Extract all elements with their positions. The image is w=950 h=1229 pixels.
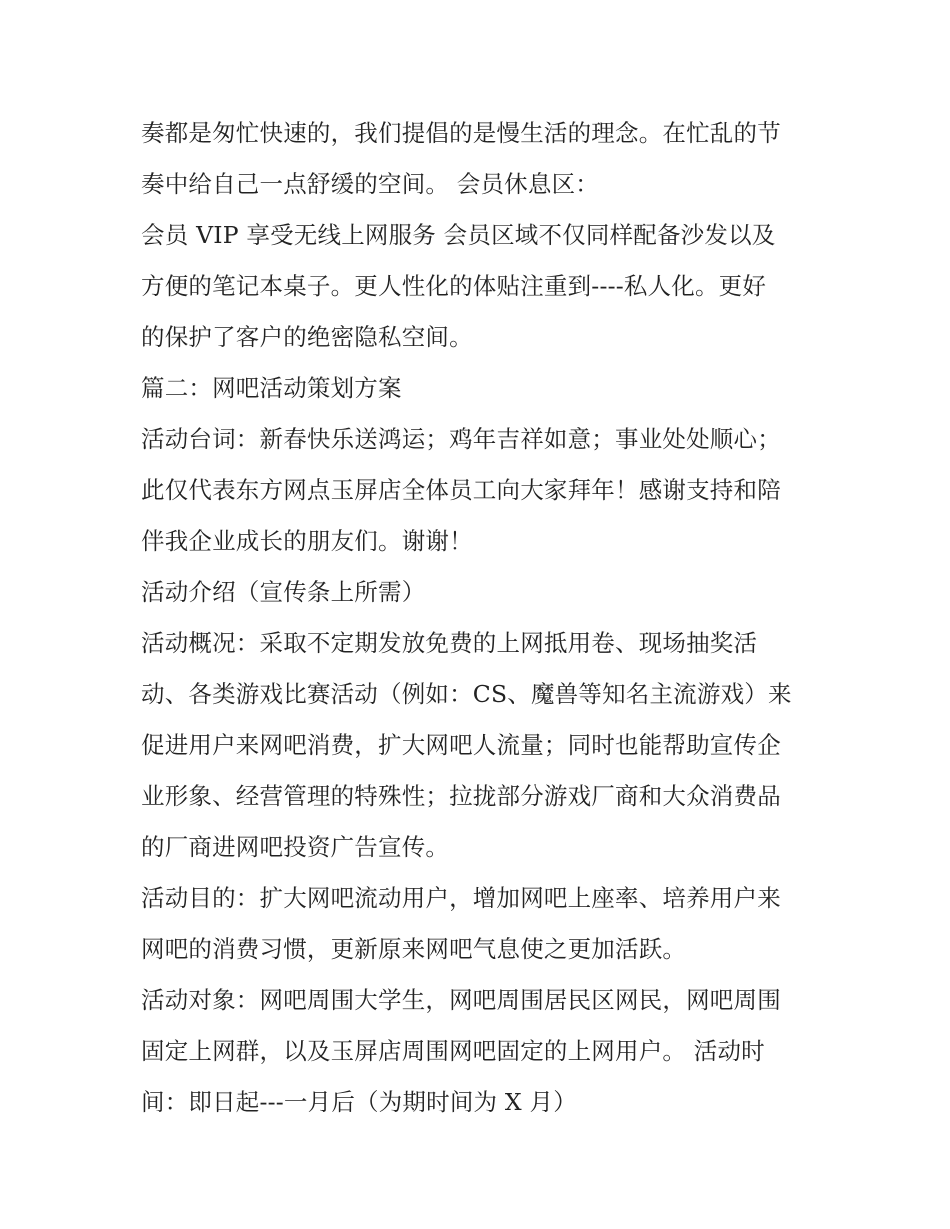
section-heading: 篇二：网吧活动策划方案 [141,374,402,402]
text-line: 伴我企业成长的朋友们。谢谢！ [141,527,473,555]
text-line: 方便的笔记本桌子。更人性化的体贴注重到----私人化。更好 [141,272,767,300]
subheading: 活动介绍（宣传条上所需） [141,578,426,606]
text-line: 网吧的消费习惯，更新原来网吧气息使之更加活跃。 [141,935,687,963]
text-line: 间：即日起---一月后（为期时间为 X 月） [141,1088,577,1116]
text-line: 奏都是匆忙快速的，我们提倡的是慢生活的理念。在忙乱的节 [141,119,781,147]
text-line: 的保护了客户的绝密隐私空间。 [141,323,473,351]
text-line: 活动目的：扩大网吧流动用户，增加网吧上座率、培养用户来 [141,884,781,912]
text-line: 活动台词：新春快乐送鸿运；鸡年吉祥如意；事业处处顺心； [141,425,781,453]
text-line: 业形象、经营管理的特殊性；拉拢部分游戏厂商和大众消费品 [141,782,781,810]
text-line: 固定上网群，以及玉屏店周围网吧固定的上网用户。 活动时 [141,1037,765,1065]
text-line: 会员 VIP 享受无线上网服务 会员区域不仅同样配备沙发以及 [141,221,776,249]
text-line: 的厂商进网吧投资广告宣传。 [141,833,450,861]
text-line: 促进用户来网吧消费，扩大网吧人流量；同时也能帮助宣传企 [141,731,781,759]
text-line: 此仅代表东方网点玉屏店全体员工向大家拜年！感谢支持和陪 [141,476,781,504]
text-line: 活动对象：网吧周围大学生，网吧周围居民区网民，网吧周围 [141,986,781,1014]
text-line: 活动概况：采取不定期发放免费的上网抵用卷、现场抽奖活 [141,629,758,657]
document-body [141,108,813,1128]
text-line: 动、各类游戏比赛活动（例如：CS、魔兽等知名主流游戏）来 [141,680,792,708]
text-line: 奏中给自己一点舒缓的空间。 会员休息区： [141,170,599,198]
